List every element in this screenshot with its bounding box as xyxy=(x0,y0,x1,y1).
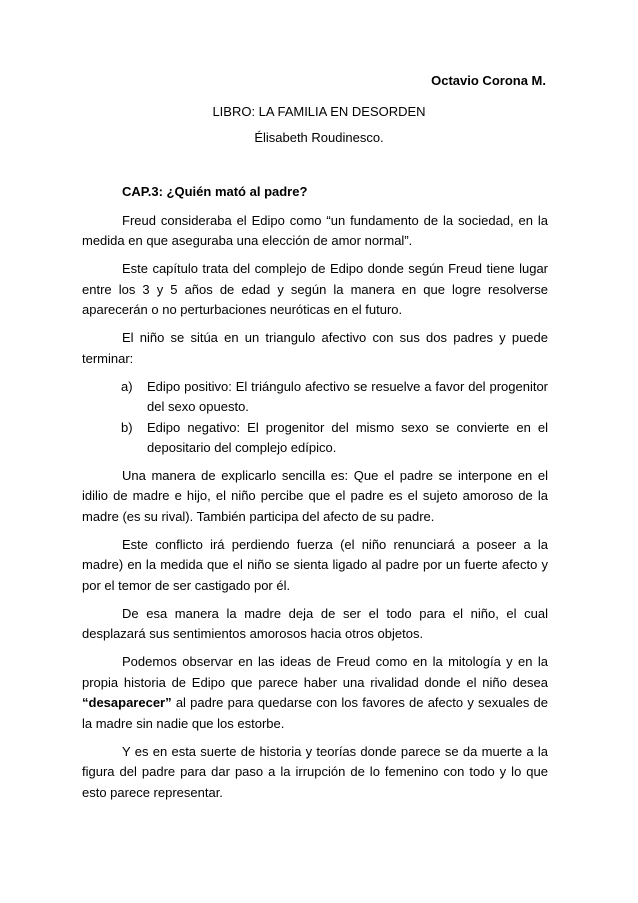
paragraph: Freud consideraba el Edipo como “un fundamento de la sociedad, en la medida en que aseguraba una elección de amor normal”. xyxy=(82,212,548,248)
document-body xyxy=(82,182,548,811)
list-item xyxy=(121,418,548,459)
book-author: Élisabeth Roudinesco. xyxy=(254,130,384,145)
chapter-title: CAP.3: ¿Quién mató al padre? xyxy=(122,184,308,199)
paragraph: Este capítulo trata del complejo de Edipo donde según Freud tiene lugar entre los 3 y 5 años de edad y según la manera en que logre resolverse aparecerán o no perturbaciones neuróticas en el futuro. xyxy=(82,261,548,317)
paragraph: Una manera de explicarlo sencilla es: Que el padre se interpone en el idilio de madre e hijo, el niño percibe que el padre es el sujeto amoroso de la madre (es su rival). También participa del afecto de su padre. xyxy=(82,467,548,524)
paragraph-rivalry xyxy=(82,652,548,734)
list-item xyxy=(121,377,548,418)
paragraph-text: al padre para quedarse con los favores de afecto y sexuales de la madre sin nadie que los estorbe. xyxy=(82,695,548,731)
paragraph: De esa manera la madre deja de ser el todo para el niño, el cual desplazará sus sentimientos amorosos hacia otros objetos. xyxy=(82,605,548,641)
paragraph: El niño se sitúa en un triangulo afectivo con sus dos padres y puede terminar: xyxy=(82,330,548,366)
list-marker: a) xyxy=(121,378,133,394)
paragraph-text: Podemos observar en las ideas de Freud como en la mitología y en la propia historia de Edipo que parece haber una rivalidad donde el niño desea xyxy=(82,654,548,690)
paragraph: Este conflicto irá perdiendo fuerza (el niño renunciará a poseer a la madre) en la medida que el niño se sienta ligado al padre por un fuerte afecto y por el temor de ser castigado por él. xyxy=(82,536,548,593)
list-item-text: Edipo negativo: El progenitor del mismo sexo se convierte en el depositario del complejo edípico. xyxy=(147,419,548,455)
document-author: Octavio Corona M. xyxy=(431,73,546,88)
list-marker: b) xyxy=(121,419,133,435)
list-item-text: Edipo positivo: El triángulo afectivo se resuelve a favor del progenitor del sexo opuesto. xyxy=(147,378,548,414)
emphasis-desaparecer: “desaparecer” xyxy=(82,695,172,710)
oedipus-outcomes-list xyxy=(82,377,548,459)
book-title: LIBRO: LA FAMILIA EN DESORDEN xyxy=(212,104,426,119)
paragraph-closing: Y es en esta suerte de historia y teorías donde parece se da muerte a la figura del padre para dar paso a la irrupción de lo femenino con todo y lo que esto parece representar. xyxy=(82,743,548,800)
